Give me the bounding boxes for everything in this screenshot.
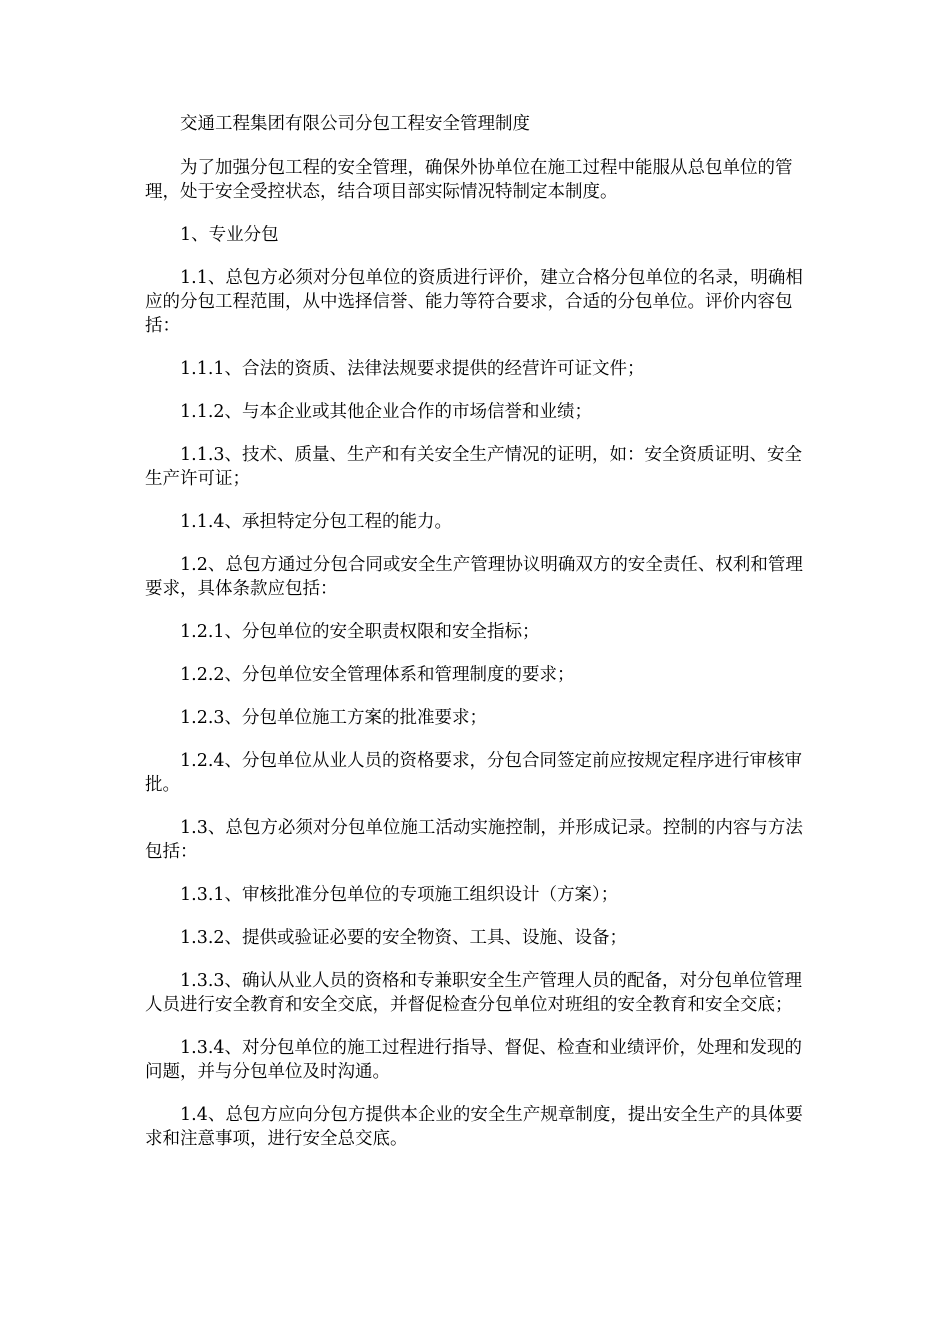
document-body (145, 112, 805, 1170)
paragraph-1-3-3: 1.3.3、确认从业人员的资格和专兼职安全生产管理人员的配备，对分包单位管理人员进行安全教育和安全交底，并督促检查分包单位对班组的安全教育和安全交底； (145, 971, 803, 1015)
paragraph-1-3-2: 1.3.2、提供或验证必要的安全物资、工具、设施、设备； (180, 928, 628, 948)
paragraph-1-1-1: 1.1.1、合法的资质、法律法规要求提供的经营许可证文件； (180, 359, 645, 379)
document-title: 交通工程集团有限公司分包工程安全管理制度 (180, 114, 530, 134)
paragraph-1-4: 1.4、总包方应向分包方提供本企业的安全生产规章制度，提出安全生产的具体要求和注意事项，进行安全总交底。 (145, 1105, 803, 1149)
paragraph-1-3-4: 1.3.4、对分包单位的施工过程进行指导、督促、检查和业绩评价，处理和发现的问题，并与分包单位及时沟通。 (145, 1038, 803, 1082)
paragraph-1-1-3: 1.1.3、技术、质量、生产和有关安全生产情况的证明，如：安全资质证明、安全生产许可证； (145, 445, 803, 489)
paragraph-1-2-2: 1.2.2、分包单位安全管理体系和管理制度的要求； (180, 665, 575, 685)
paragraph-1-2-4: 1.2.4、分包单位从业人员的资格要求，分包合同签定前应按规定程序进行审核审批。 (145, 751, 803, 795)
paragraph-1-2-3: 1.2.3、分包单位施工方案的批准要求； (180, 708, 488, 728)
paragraph-1-1: 1.1、总包方必须对分包单位的资质进行评价，建立合格分包单位的名录，明确相应的分包工程范围，从中选择信誉、能力等符合要求，合适的分包单位。评价内容包括： (145, 268, 803, 336)
paragraph-intro: 为了加强分包工程的安全管理，确保外协单位在施工过程中能服从总包单位的管理，处于安全受控状态，结合项目部实际情况特制定本制度。 (145, 158, 793, 202)
paragraph-1-3-1: 1.3.1、审核批准分包单位的专项施工组织设计（方案）； (180, 885, 619, 905)
paragraph-1-3: 1.3、总包方必须对分包单位施工活动实施控制，并形成记录。控制的内容与方法包括： (145, 818, 803, 862)
paragraph-1-1-4: 1.1.4、承担特定分包工程的能力。 (180, 512, 453, 532)
section-heading-1: 1、专业分包 (180, 225, 279, 245)
paragraph-1-1-2: 1.1.2、与本企业或其他企业合作的市场信誉和业绩； (180, 402, 593, 422)
paragraph-1-2: 1.2、总包方通过分包合同或安全生产管理协议明确双方的安全责任、权利和管理要求，具体条款应包括： (145, 555, 803, 599)
paragraph-1-2-1: 1.2.1、分包单位的安全职责权限和安全指标； (180, 622, 540, 642)
